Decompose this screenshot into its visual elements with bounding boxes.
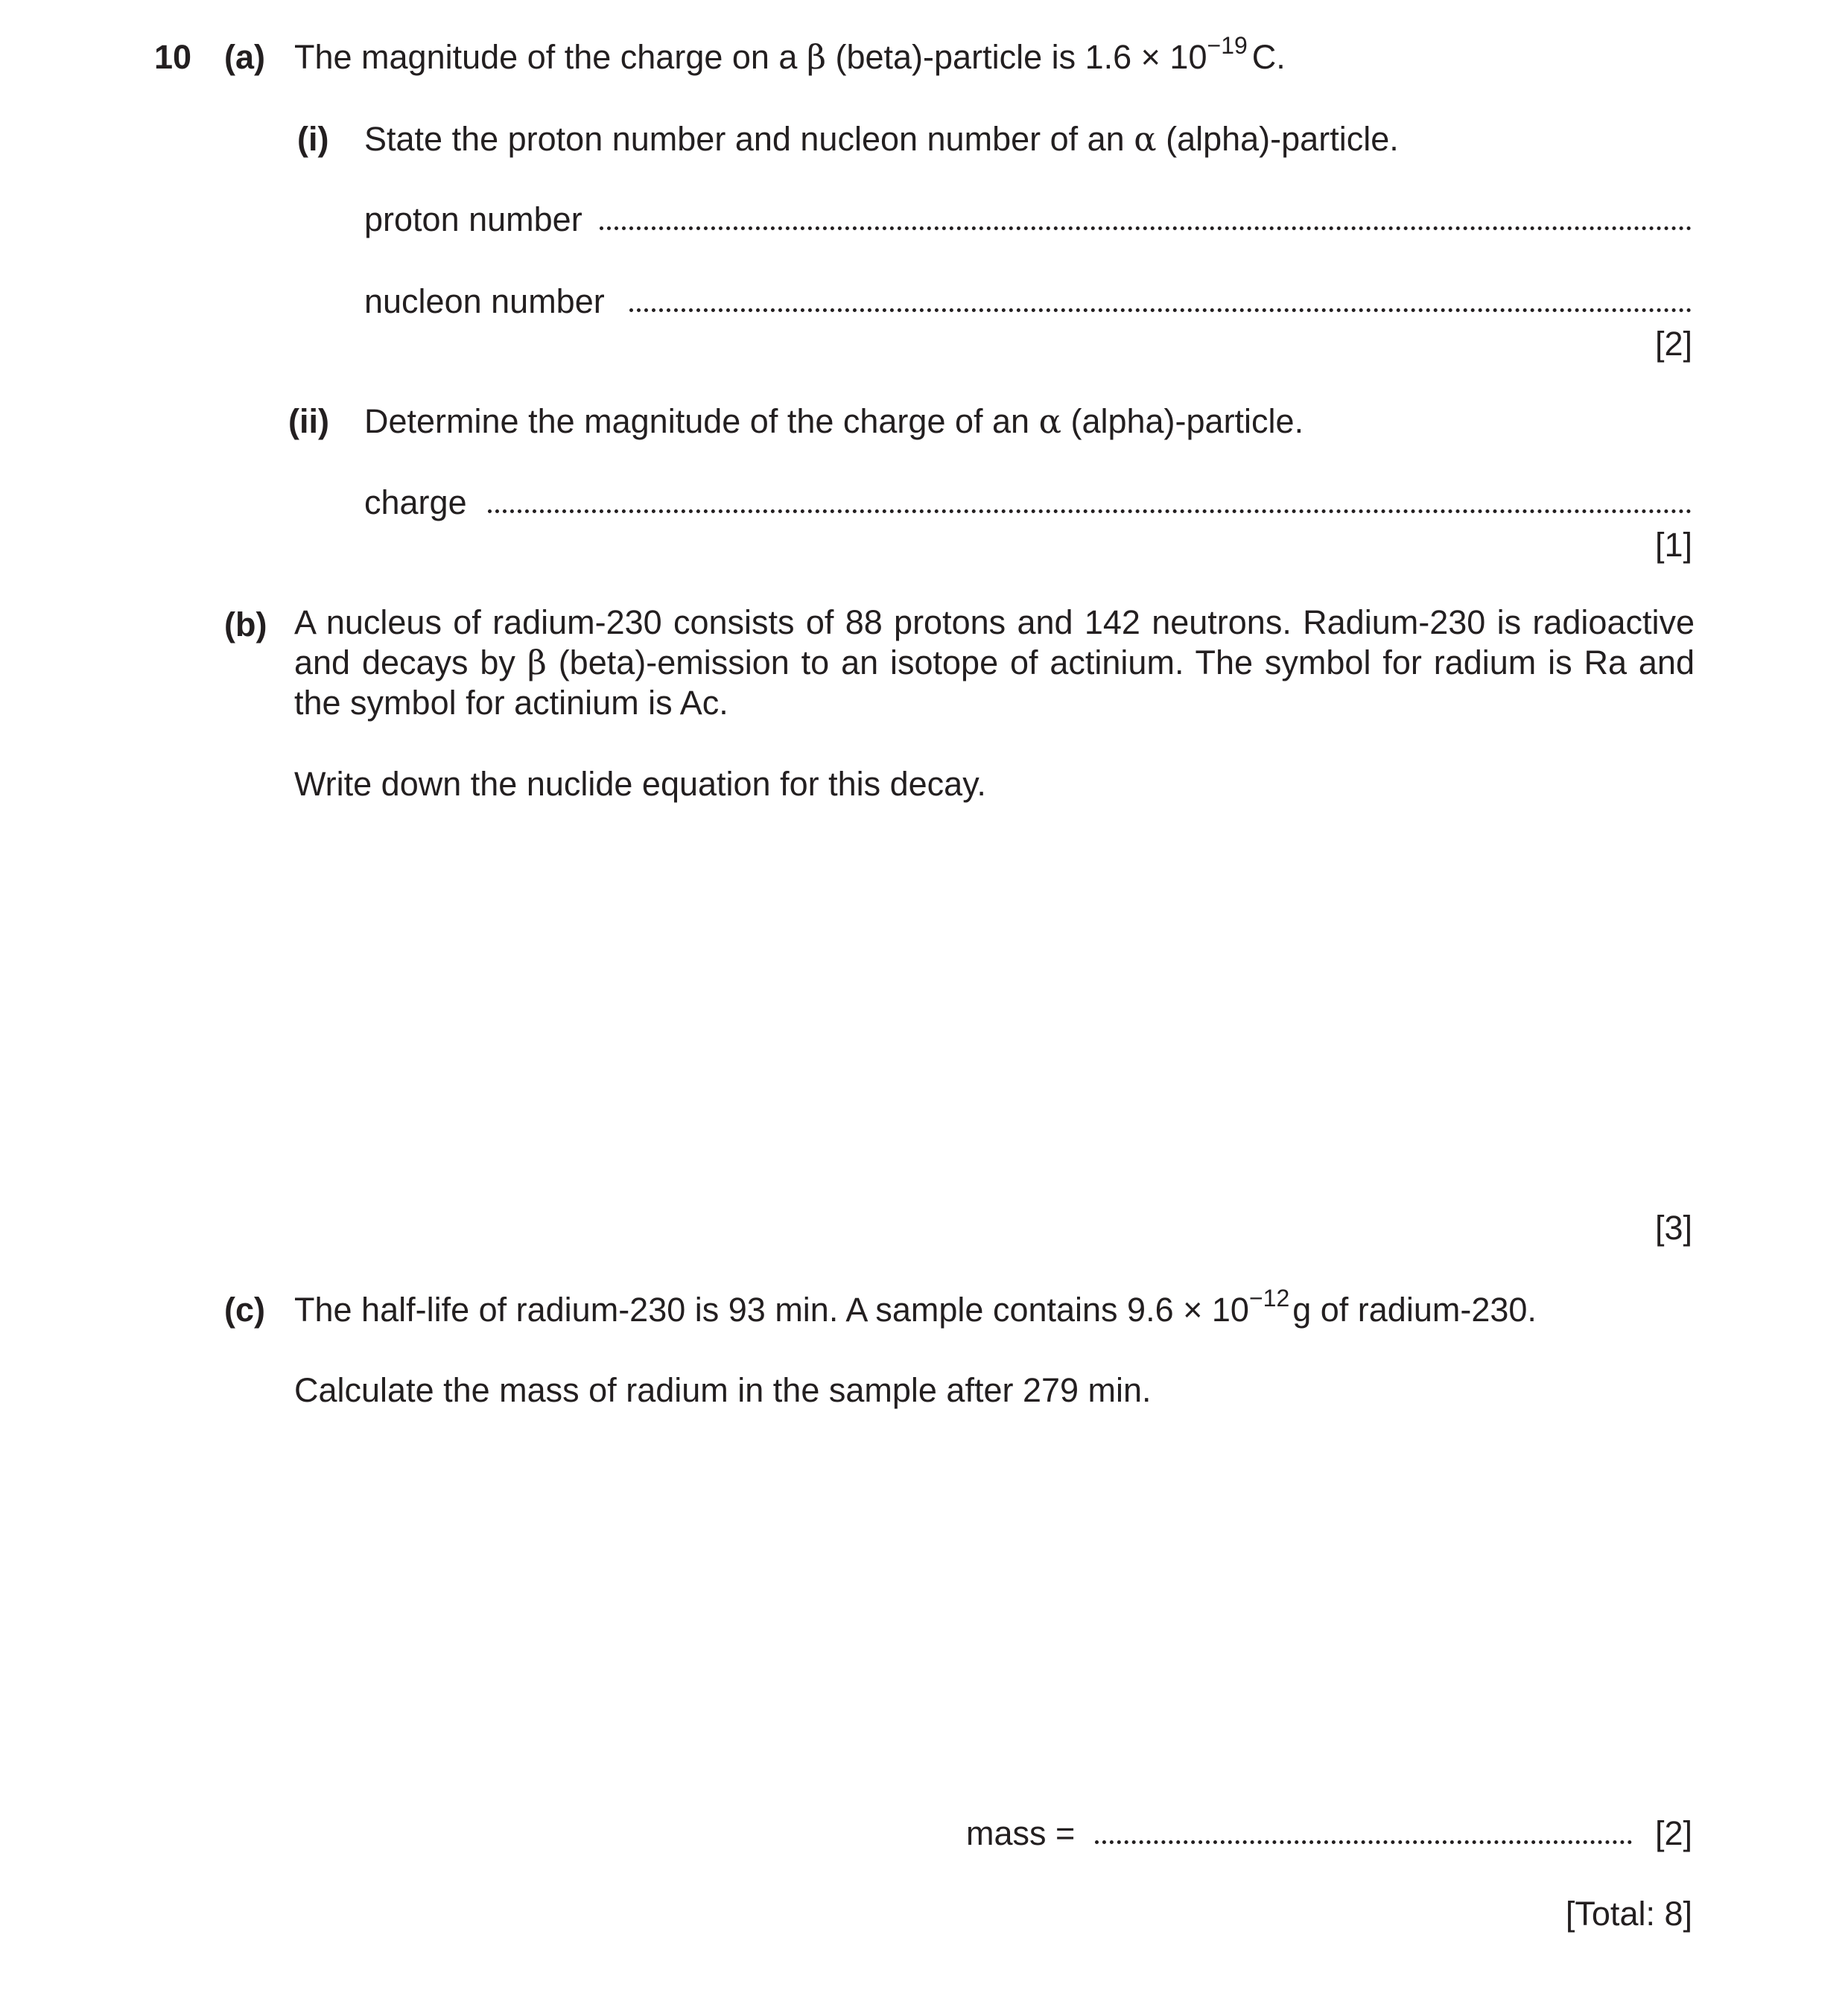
part-b-line-3: the symbol for actinium is Ac. xyxy=(294,684,728,722)
part-a-stem-pre: The magnitude of the charge on a xyxy=(294,38,807,76)
part-c-stem xyxy=(294,1285,1537,1330)
part-a-i-label: (i) xyxy=(297,120,329,158)
part-a-i-text-post: (alpha)-particle. xyxy=(1156,120,1399,158)
charge-answer-line[interactable] xyxy=(488,509,1692,513)
part-b-stem xyxy=(294,603,1695,723)
part-a-ii-text xyxy=(364,401,1304,442)
beta-symbol: β xyxy=(806,37,826,77)
part-c-stem-pre: The half-life of radium-230 is 93 min. A sample contains 9.6 × 10 xyxy=(294,1291,1249,1329)
part-b-answer-space[interactable] xyxy=(294,819,1695,1192)
mass-answer-line[interactable] xyxy=(1095,1840,1632,1844)
part-b-line-2 xyxy=(294,643,1695,683)
part-c-working-space[interactable] xyxy=(294,1423,1695,1795)
part-a-i-text xyxy=(364,119,1399,159)
total-marks: [Total: 8] xyxy=(1565,1895,1692,1933)
part-a-i-text-pre: State the proton number and nucleon number of an xyxy=(364,120,1134,158)
part-b-line-2-post: (beta)-emission to an isotope of actinium. The symbol for radium is Ra and xyxy=(546,643,1695,681)
mass-label: mass = xyxy=(966,1814,1076,1852)
alpha-symbol: α xyxy=(1134,119,1157,159)
part-a-unit: C. xyxy=(1251,38,1286,76)
beta-symbol: β xyxy=(527,643,547,682)
part-c-instruction: Calculate the mass of radium in the sample after 279 min. xyxy=(294,1371,1152,1409)
part-a-ii-text-pre: Determine the magnitude of the charge of an xyxy=(364,402,1039,440)
charge-label: charge xyxy=(364,483,467,521)
part-b-label: (b) xyxy=(224,605,267,643)
part-a-i-marks: [2] xyxy=(1654,325,1692,363)
part-b-line-1: A nucleus of radium-230 consists of 88 protons and 142 neutrons. Radium-230 is radioactive xyxy=(294,603,1695,641)
part-c-marks: [2] xyxy=(1654,1814,1692,1852)
nucleon-number-label: nucleon number xyxy=(364,282,605,320)
part-b-instruction: Write down the nuclide equation for this decay. xyxy=(294,765,986,803)
part-a-stem xyxy=(294,32,1286,77)
part-c-stem-post: g of radium-230. xyxy=(1292,1291,1537,1329)
question-number: 10 xyxy=(154,38,192,76)
proton-number-label: proton number xyxy=(364,200,582,238)
proton-number-answer-line[interactable] xyxy=(600,226,1692,230)
alpha-symbol: α xyxy=(1038,401,1061,441)
part-b-line-2-pre: and decays by xyxy=(294,643,527,681)
part-c-label: (c) xyxy=(224,1291,265,1329)
part-a-label: (a) xyxy=(224,38,265,76)
part-a-ii-marks: [1] xyxy=(1654,526,1692,564)
part-b-marks: [3] xyxy=(1654,1209,1692,1247)
part-a-ii-text-post: (alpha)-particle. xyxy=(1061,402,1304,440)
part-a-stem-mid: (beta)-particle is 1.6 × 10 xyxy=(825,38,1207,76)
nucleon-number-answer-line[interactable] xyxy=(629,308,1692,312)
part-a-exponent: −19 xyxy=(1207,32,1248,59)
part-a-ii-label: (ii) xyxy=(288,402,329,440)
part-c-exponent: −12 xyxy=(1248,1285,1290,1312)
